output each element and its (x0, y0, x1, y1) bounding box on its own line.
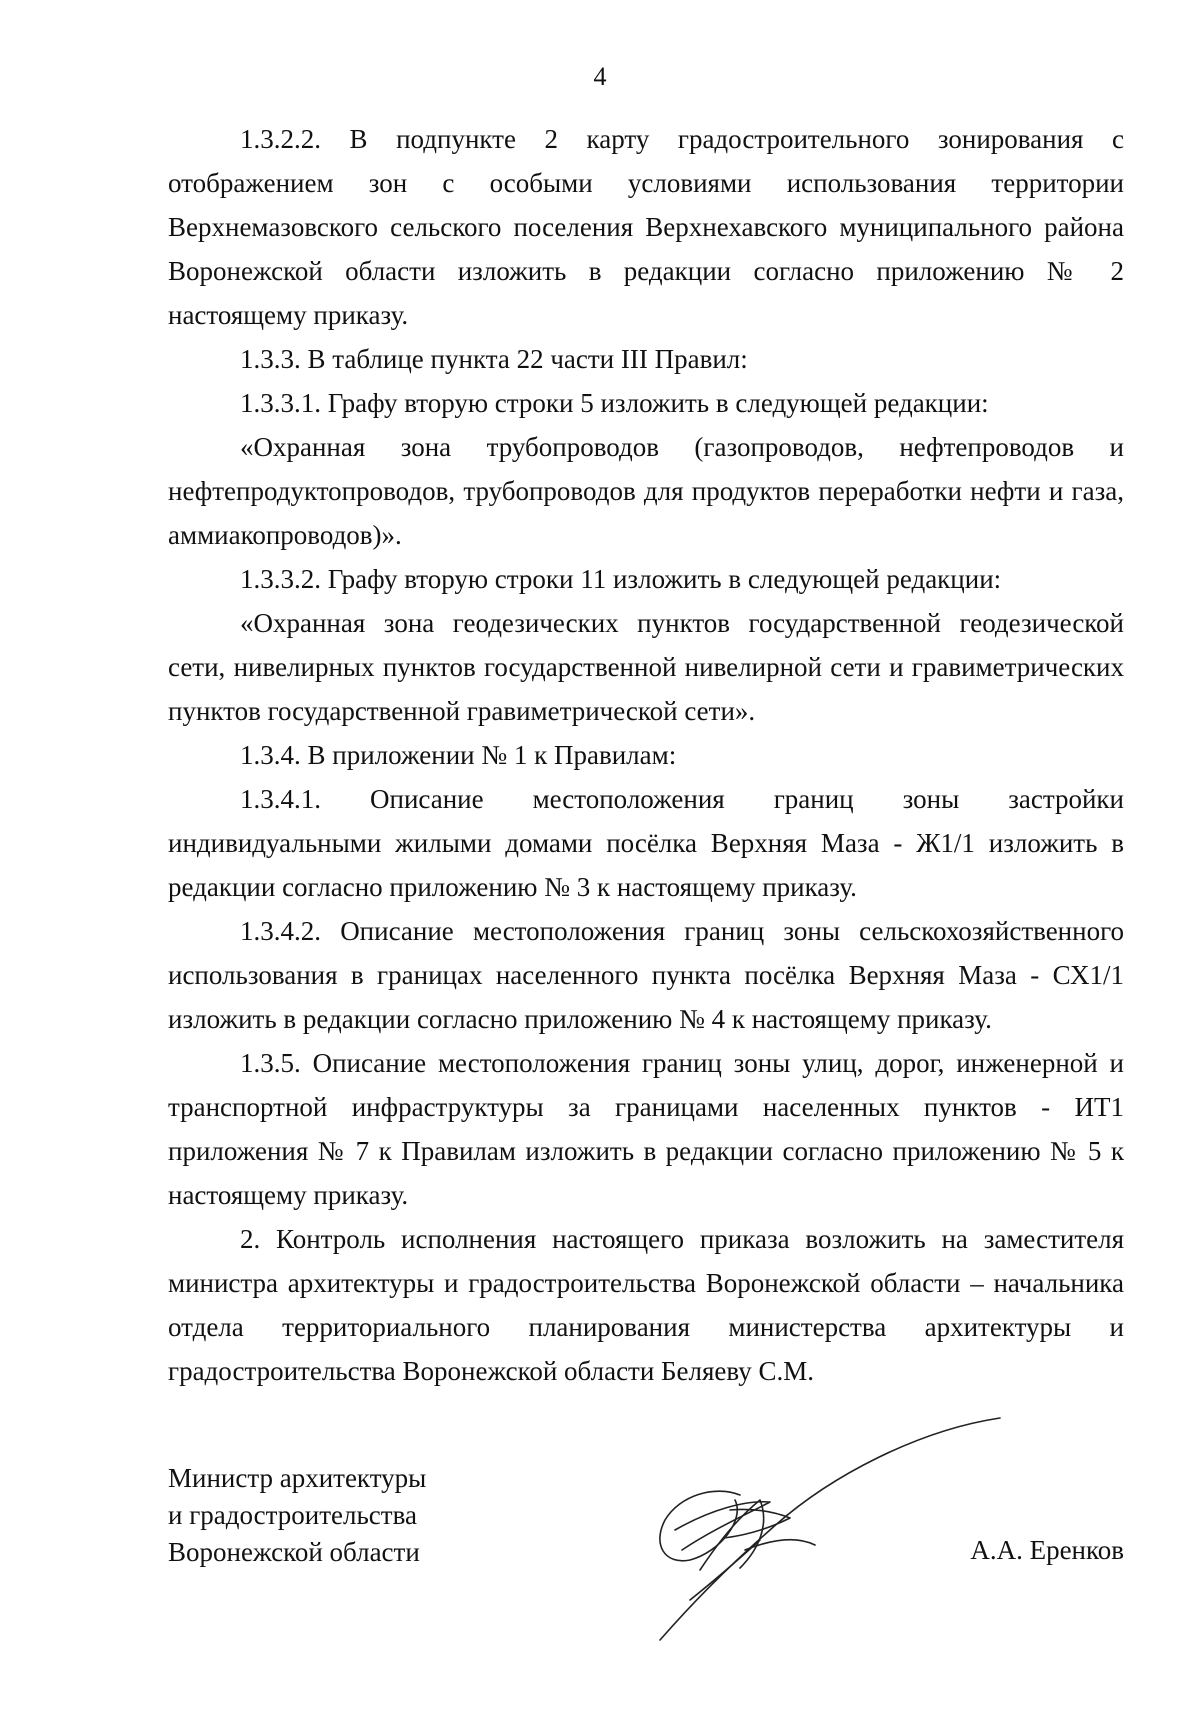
paragraph-1-3-4-2: 1.3.4.2. Описание местоположения границ зоны сельскохозяйственного использования в границах населенного пункта посёлка Верхняя Маза - СХ1/1 изложить в редакции согласно приложению № 4 к настоящему приказу. (168, 916, 1124, 1034)
signatory-position-line: Министр архитектуры (168, 1463, 427, 1493)
handwritten-signature (620, 1400, 1010, 1650)
paragraph-1-3-2-2: 1.3.2.2. В подпункте 2 карту градостроительного зонирования с отображением зон с особыми условиями использования территории Верхнемазовского сельского поселения Верхнехавского муниципального района Воронежской области изложить в редакции согласно приложению № 2 настоящему приказу. (168, 124, 1124, 330)
page-number: 4 (593, 62, 607, 91)
signatory-position (168, 1460, 426, 1571)
paragraph-1-3-4-1: 1.3.4.1. Описание местоположения границ зоны застройки индивидуальными жилыми домами посёлка Верхняя Маза - Ж1/1 изложить в редакции согласно приложению № 3 к настоящему приказу. (168, 784, 1124, 902)
signatory-name: А.А. Еренков (970, 1535, 1124, 1565)
paragraph-1-3-5: 1.3.5. Описание местоположения границ зоны улиц, дорог, инженерной и транспортной инфраструктуры за границами населенных пунктов - ИТ1 приложения № 7 к Правилам изложить в редакции согласно приложению № 5 к настоящему приказу. (168, 1048, 1124, 1210)
paragraph-1-3-3: 1.3.3. В таблице пункта 22 части III Правил: (240, 344, 748, 374)
signatory-position-line: Воронежской области (168, 1537, 420, 1567)
quote-pipelines: «Охранная зона трубопроводов (газопроводов, нефтепроводов и нефтепродуктопроводов, трубопроводов для продуктов переработки нефти и газа, аммиакопроводов)». (168, 432, 1124, 550)
quote-geodetic: «Охранная зона геодезических пунктов государственной геодезической сети, нивелирных пунктов государственной нивелирной сети и гравиметрических пунктов государственной гравиметрической сети». (168, 608, 1124, 726)
signatory-position-line: и градостроительства (168, 1500, 417, 1530)
paragraph-1-3-4: 1.3.4. В приложении № 1 к Правилам: (240, 740, 677, 770)
paragraph-1-3-3-1: 1.3.3.1. Графу вторую строки 5 изложить в следующей редакции: (240, 388, 989, 418)
document-body (168, 117, 1124, 1393)
paragraph-1-3-3-2: 1.3.3.2. Графу вторую строки 11 изложить в следующей редакции: (240, 564, 1002, 594)
paragraph-2-control: 2. Контроль исполнения настоящего приказа возложить на заместителя министра архитектуры и градостроительства Воронежской области – начальника отдела территориального планирования министерства архитектуры и градостроительства Воронежской области Беляеву С.М. (168, 1224, 1124, 1386)
